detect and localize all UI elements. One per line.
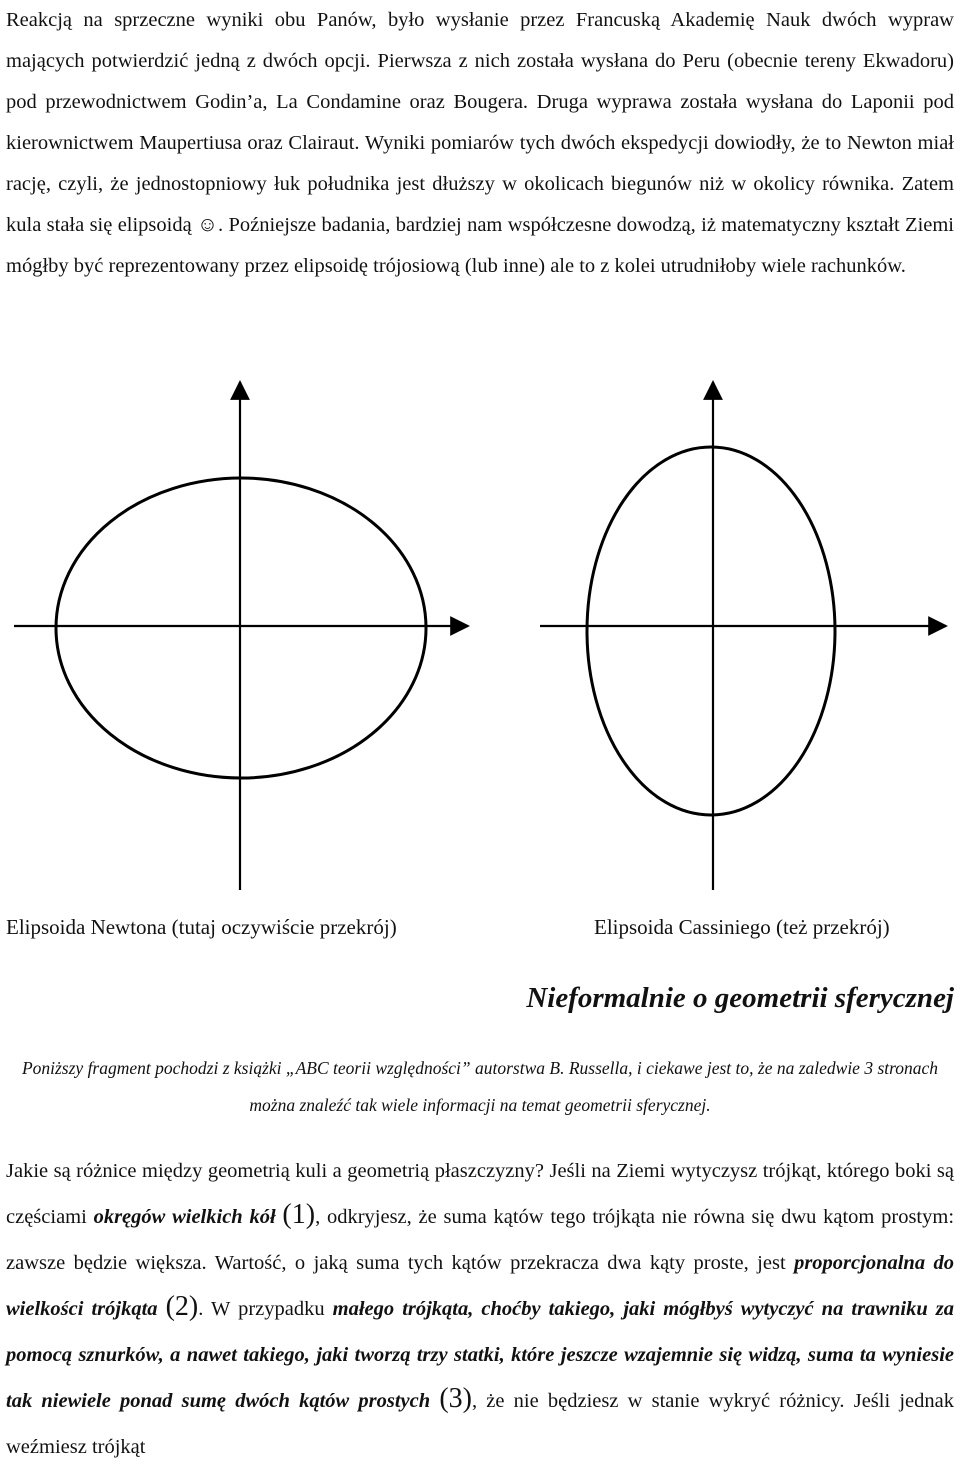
newton-caption: Elipsoida Newtona (tutaj oczywiście przekrój) bbox=[6, 915, 397, 939]
emphasis-proportional: proporcjonalna do wielkości trójkąta bbox=[6, 1252, 954, 1320]
emphasis-small-triangle: małego trójkąta, choćby takiego, jaki mógłbyś wytyczyć na trawniku za pomocą sznurków, a nawet takiego, jaki tworzą trzy statki, które jeszcze wzajemnie się widzą, suma ta wyniesie tak niewiele ponad sumę dwóch kątów prostych bbox=[6, 1298, 954, 1412]
cassini-ellipse bbox=[587, 447, 835, 815]
ellipse-figures bbox=[0, 370, 960, 890]
body-text-4: , że nie będziesz w stanie wykryć różnicy. Jeśli jednak weźmiesz trójkąt bbox=[6, 1390, 955, 1458]
reference-1: (1) bbox=[282, 1199, 316, 1230]
section-title: Nieformalnie o geometrii sferycznej bbox=[526, 982, 954, 1014]
cassini-ellipse-diagram bbox=[540, 382, 946, 890]
reference-3: (3) bbox=[439, 1383, 472, 1414]
quote-intro: Poniższy fragment pochodzi z książki „ABC teorii względności” autorstwa B. Russella, i ciekawe jest to, że na zaledwie 3 stronach można znaleźć tak wiele informacji na temat geometrii sferycznej. bbox=[21, 1058, 939, 1115]
cassini-caption: Elipsoida Cassiniego (też przekrój) bbox=[594, 915, 890, 939]
intro-paragraph: Reakcją na sprzeczne wyniki obu Panów, było wysłanie przez Francuską Akademię Nauk dwóch wypraw mających potwierdzić jedną z dwóch opcji. Pierwsza z nich została wysłana do Peru (obecnie tereny Ekwadoru) pod przewodnictwem Godin’a, La Condamine oraz Bougera. Druga wyprawa została wysłana do Laponii pod kierownictwem Maupertiusa oraz Clairaut. Wyniki pomiarów tych dwóch ekspedycji dowiodły, że to Newton miał rację, czyli, że jednostopniowy łuk południka jest dłuższy w okolicach biegunów niż w okolicy równika. Zatem kula stała się elipsoidą ☺. Poźniejsze badania, bardziej nam współczesne dowodzą, iż matematyczny kształt Ziemi mógłby być reprezentowany przez elipsoidę trójosiową (lub inne) ale to z kolei utrudniłoby wiele rachunków. bbox=[6, 9, 954, 277]
body-text-1: Jakie są różnice między geometrią kuli a geometrią płaszczyzny? Jeśli na Ziemi wytyczysz trójkąt, którego boki są częściami bbox=[6, 1160, 954, 1228]
emphasis-great-circles: okręgów wielkich kół bbox=[93, 1206, 276, 1228]
body-text-3: . W przypadku bbox=[198, 1298, 333, 1320]
body-text-2: , odkryjesz, że suma kątów tego trójkąta nie równa się dwu kątom prostym: zawsze będzie większa. Wartość, o jaką suma tych kątów przekracza dwa kąty proste, jest bbox=[6, 1206, 955, 1274]
body-paragraph bbox=[6, 1148, 954, 1470]
newton-ellipse-diagram bbox=[14, 382, 468, 890]
reference-2: (2) bbox=[165, 1291, 199, 1322]
